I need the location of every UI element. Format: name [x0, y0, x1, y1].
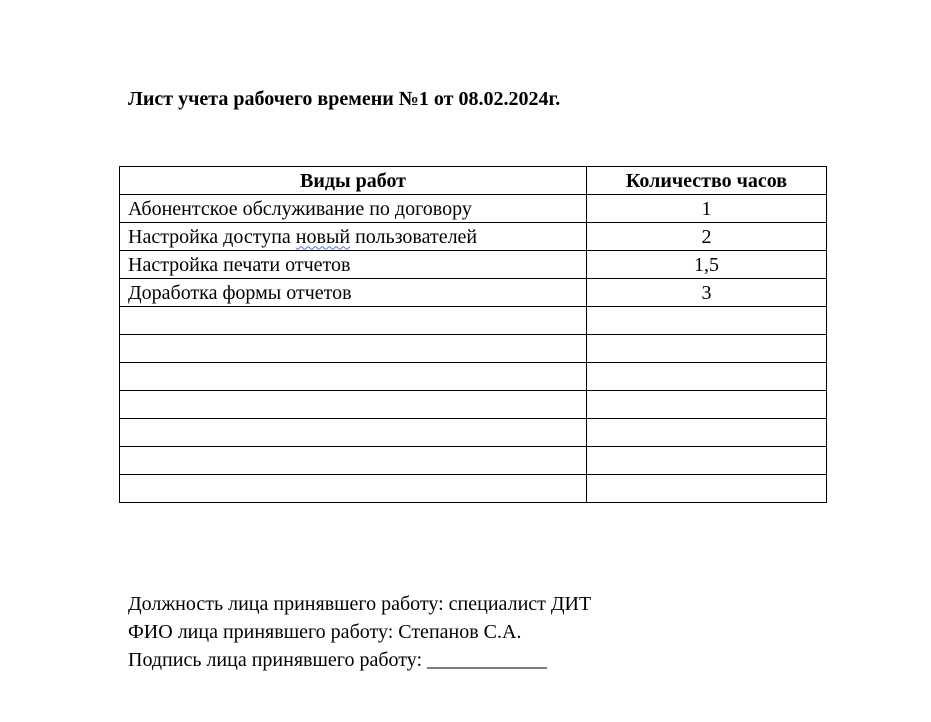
hours-cell [587, 419, 827, 447]
hours-cell [587, 307, 827, 335]
hours-cell: 1 [587, 195, 827, 223]
work-type-cell: Абонентское обслуживание по договору [120, 195, 587, 223]
work-hours-table [119, 166, 827, 503]
work-type-cell [120, 391, 587, 419]
work-type-cell [120, 363, 587, 391]
hours-cell [587, 475, 827, 503]
accepter-signature: Подпись лица принявшего работу: ____________ [128, 649, 548, 671]
table-header-row [120, 167, 827, 195]
work-type-cell [120, 419, 587, 447]
table-row [120, 335, 827, 363]
table-row [120, 279, 827, 307]
work-type-cell [120, 447, 587, 475]
spellcheck-underlined-word: новый [295, 225, 351, 248]
hours-cell [587, 391, 827, 419]
header-work-type: Виды работ [120, 167, 587, 195]
work-type-cell [120, 307, 587, 335]
hours-cell [587, 447, 827, 475]
work-type-cell: Доработка формы отчетов [120, 279, 587, 307]
table-row [120, 363, 827, 391]
hours-cell: 2 [587, 223, 827, 251]
hours-cell: 1,5 [587, 251, 827, 279]
hours-cell [587, 335, 827, 363]
table-row [120, 447, 827, 475]
table-row [120, 475, 827, 503]
work-type-cell [120, 475, 587, 503]
table-row [120, 251, 827, 279]
accepter-name: ФИО лица принявшего работу: Степанов С.А. [128, 621, 522, 643]
document-title: Лист учета рабочего времени №1 от 08.02.2024г. [128, 88, 561, 110]
hours-cell: 3 [587, 279, 827, 307]
acceptance-block [128, 590, 591, 674]
accepter-position: Должность лица принявшего работу: специалист ДИТ [128, 593, 592, 615]
table-row [120, 419, 827, 447]
work-type-cell: Настройка печати отчетов [120, 251, 587, 279]
hours-cell [587, 363, 827, 391]
table-row [120, 223, 827, 251]
table-row [120, 195, 827, 223]
table-row [120, 307, 827, 335]
work-type-cell [120, 335, 587, 363]
table-row [120, 391, 827, 419]
header-hours: Количество часов [587, 167, 827, 195]
work-type-cell: Настройка доступа новый пользователей [120, 223, 587, 251]
